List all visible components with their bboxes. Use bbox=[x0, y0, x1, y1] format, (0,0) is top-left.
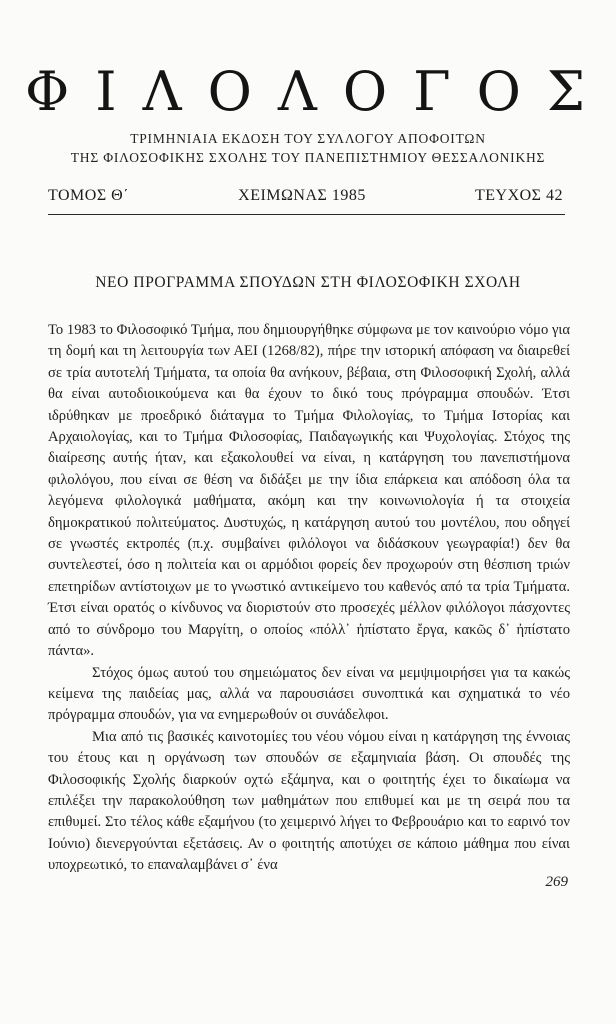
journal-subtitle-line1: ΤΡΙΜΗΝΙΑΙΑ ΕΚΔΟΣΗ ΤΟΥ ΣΥΛΛΟΓΟΥ ΑΠΟΦΟΙΤΩΝ bbox=[130, 131, 486, 146]
article-title: ΝΕΟ ΠΡΟΓΡΑΜΜΑ ΣΠΟΥΔΩΝ ΣΤΗ ΦΙΛΟΣΟΦΙΚΗ ΣΧΟΛΗ bbox=[95, 274, 521, 291]
header-rule bbox=[48, 214, 565, 215]
journal-title: ΦΙΛΟΛΟΓΟΣ bbox=[24, 60, 612, 123]
article-paragraph-2: Στόχος όμως αυτού του σημειώματος δεν είναι να μεμψιμοιρήσει για τα κακώς κείμενα της παιδείας μας, αλλά να παρουσιάσει συνοπτικά και σχηματικά το νέο πρόγραμμα σπουδών, για να ενημερωθούν οι συνάδελφοι. bbox=[48, 664, 570, 724]
page-number: 269 bbox=[545, 874, 568, 890]
issue-number-label: ΤΕΥΧΟΣ 42 bbox=[474, 187, 563, 204]
journal-subtitle-line2: ΤΗΣ ΦΙΛΟΣΟΦΙΚΗΣ ΣΧΟΛΗΣ ΤΟΥ ΠΑΝΕΠΙΣΤΗΜΙΟΥ ΘΕΣΣΑΛΟΝΙΚΗΣ bbox=[70, 150, 546, 165]
article-body bbox=[48, 320, 570, 877]
volume-label: ΤΟΜΟΣ Θ΄ bbox=[48, 187, 130, 204]
season-label: ΧΕΙΜΩΝΑΣ 1985 bbox=[238, 187, 366, 204]
article-paragraph-3: Μια από τις βασικές καινοτομίες του νέου νόμου είναι η κατάργηση της έννοιας του έτους και η οργάνωση των σπουδών σε εξαμηνιαία βάση. Οι σπουδές της Φιλοσοφικής Σχολής διαρκούν οχτώ εξάμηνα, και ο φοιτητής έχει το δικαίωμα να επιλέξει την παρακολούθηση των μαθημάτων που επιθυμεί και με τη σειρά που τα επιθυμεί. Στο τέλος κάθε εξαμήνου (το χειμερινό λήγει το Φεβρουάριο και το εαρινό τον Ιούνιο) διενεργούνται εξετάσεις. Αν ο φοιτητής αποτύχει σε κάποιο μάθημα που είναι υποχρεωτικό, το επαναλαμβάνει σ᾽ ένα bbox=[48, 728, 570, 874]
issue-info-row bbox=[48, 187, 563, 205]
article-paragraph-1: Το 1983 το Φιλοσοφικό Τμήμα, που δημιουργήθηκε σύμφωνα με τον καινούριο νόμο για τη δομή και τη λειτουργία των ΑΕΙ (1268/82), πήρε την ιστορική απόφαση να διαιρεθεί σε τρία αυτοτελή Τμήματα, τα οποία θα ανήκουν, βέβαια, στη Φιλοσοφική Σχολή, αλλά θα είναι αυτοδιοικούμενα και θα έχουν το δικό τους πρόγραμμα σπουδών. Έτσι ιδρύθηκαν με προεδρικό διάταγμα το Τμήμα Φιλολογίας, το Τμήμα Ιστορίας και Αρχαιολογίας, και το Τμήμα Φιλοσοφίας, Παιδαγωγικής και Ψυχολογίας. Στόχος της διαίρεσης αυτής ήταν, και εξακολουθεί να είναι, η κατάργηση του πανεπιστήμονα φιλολόγου, που είναι σε θέση να διδάξει με την ίδια επάρκεια και απόδοση όλα τα λεγόμενα φιλολογικά μαθήματα, ακόμη και την κοινωνιολογία ή τα στοιχεία δημοκρατικού πολιτεύματος. Δυστυχώς, η κατάργηση αυτού του μοντέλου, που οδηγεί σε γνωστές εκτροπές (π.χ. συμβαίνει φιλόλογοι να διδάσκουν γεωγραφία!) δεν θα συντελεστεί, όσο η πολιτεία και οι αρμόδιοι φορείς δεν προχωρούν στη θέσπιση τριών επετηρίδων αντίστοιχων με το γνωστικό αντικείμενο του καθενός από τα τρία Τμήματα. Έτσι είναι ορατός ο κίνδυνος να διοριστούν στο προσεχές μέλλον φιλόλογοι πάσχοντες από το σύνδρομο του Μαργίτη, ο οποίος «πόλλ᾽ ἠπίστατο ἔργα, κακῶς δ᾽ ἠπίστατο πάντα». bbox=[48, 322, 570, 660]
